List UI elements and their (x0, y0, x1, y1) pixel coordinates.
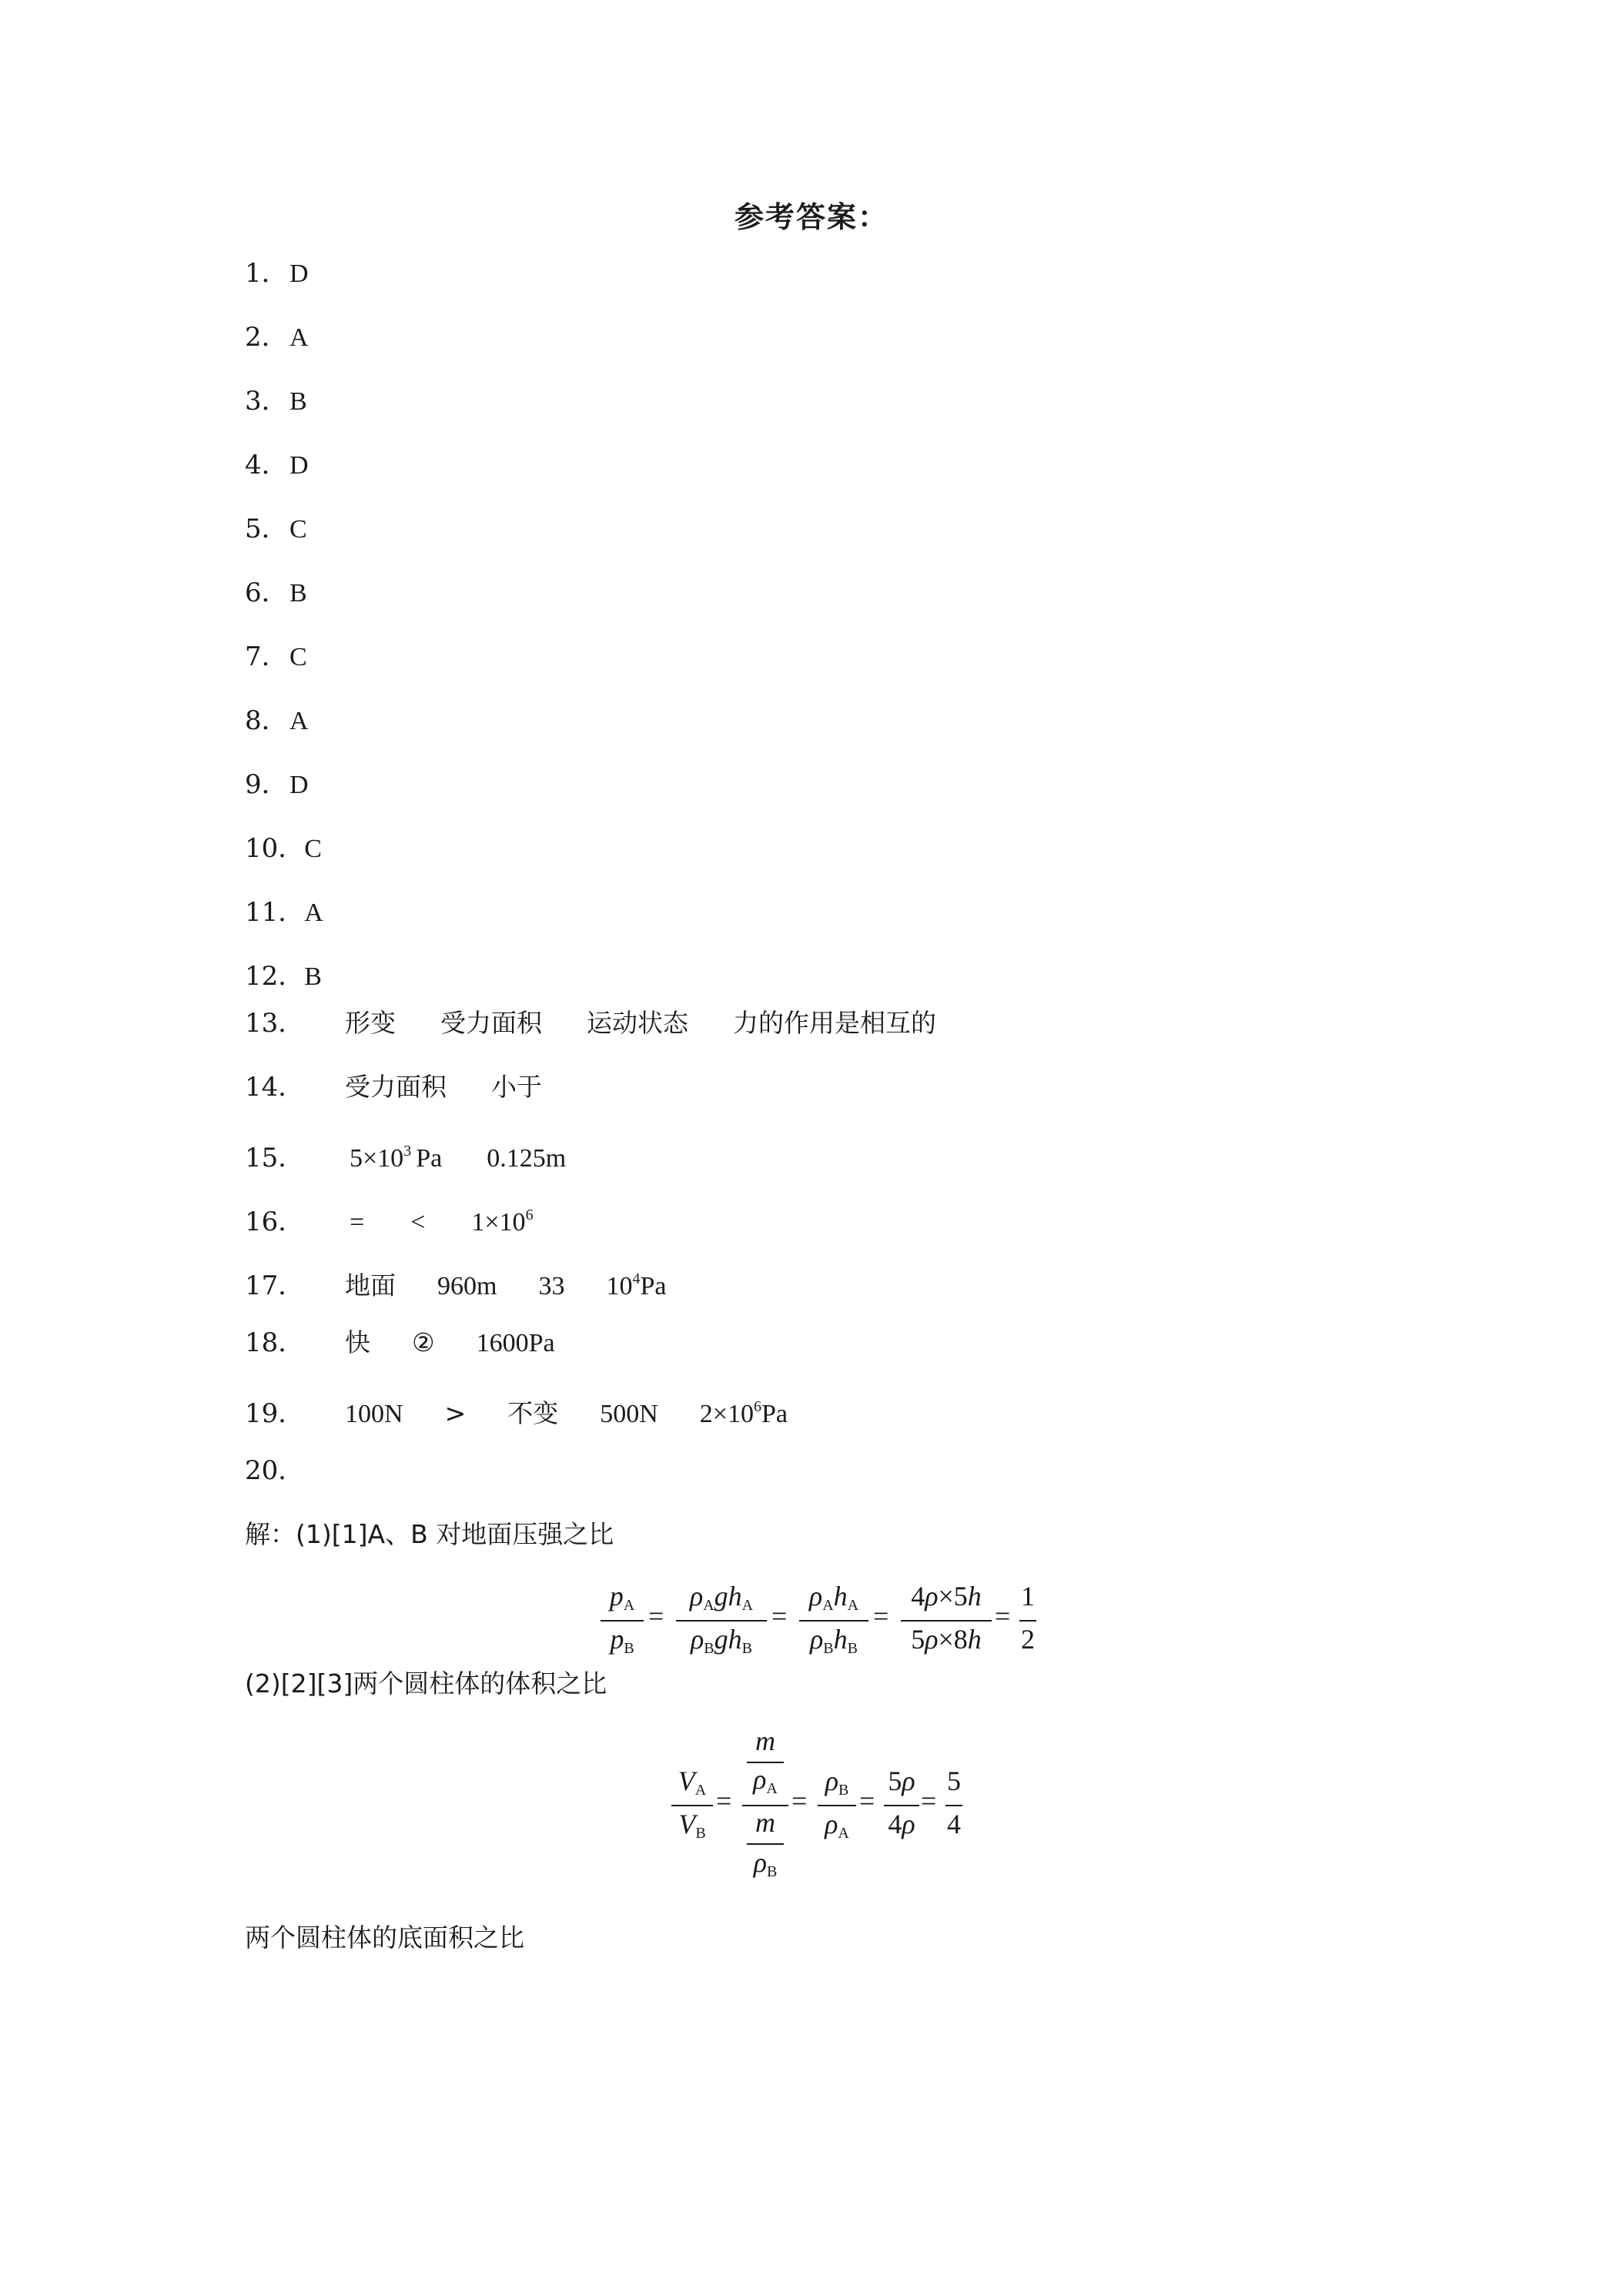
answer-row (245, 510, 307, 549)
answer-choice: D (289, 451, 309, 480)
formula-pressure-ratio: $p_A$ $p_B$ = $\rho_Agh_A$ $\rho_Bgh_B$ = $\rho_Ah_A$ $\rho_Bh_B$ = 4ρ×5h 5ρ×8h = 1 2 (601, 1578, 1032, 1663)
question-number: 19． (245, 1398, 305, 1429)
answer-item: ② (412, 1327, 435, 1357)
answer-20 (245, 1451, 345, 1490)
answer-choice: B (289, 579, 307, 607)
answer-18 (245, 1324, 555, 1363)
answer-item: 地面 (345, 1270, 396, 1300)
answer-item: 960m (437, 1272, 497, 1300)
numerator: 5 (947, 1766, 961, 1796)
answer-item: = (350, 1208, 365, 1237)
question-number: 2． (245, 322, 288, 353)
fraction-result (1019, 1578, 1036, 1663)
answer-item: 受力面积 (345, 1072, 447, 1102)
question-number: 13． (245, 1008, 305, 1039)
answer-choice: C (304, 835, 322, 863)
question-number: 18． (245, 1327, 305, 1358)
answer-item: 5×10 (350, 1144, 404, 1173)
answer-row (245, 574, 307, 613)
question-number: 6． (245, 577, 288, 608)
solution-line-2: (2)[2][3]两个圆柱体的体积之比 (245, 1668, 607, 1699)
answer-item: 10 (606, 1272, 633, 1300)
answer-row (245, 893, 323, 932)
answer-item: 不变 (507, 1398, 559, 1428)
answer-item: 快 (345, 1327, 370, 1357)
question-number: 12． (245, 961, 305, 992)
unit: Pa (416, 1144, 443, 1173)
fraction: $p_A$ $p_B$ (601, 1578, 644, 1663)
unit: Pa (640, 1272, 667, 1300)
answer-choice: C (289, 515, 307, 544)
answer-item: 1600Pa (476, 1329, 555, 1357)
formula-volume-ratio: $V_A$ $V_B$ = m $\rho_A$ m $\rho_B$ = $\rho_B$ $\rho_A$ = 5ρ 4ρ = 5 4 (671, 1725, 949, 1886)
answer-row (245, 382, 307, 421)
numerator: 1 (1021, 1581, 1035, 1612)
answer-row (245, 829, 322, 869)
answer-item: 2×10 (699, 1400, 754, 1428)
answer-item: 500N (600, 1400, 658, 1428)
exponent: 6 (753, 1398, 761, 1415)
answer-item: 力的作用是相互的 (733, 1008, 936, 1038)
fraction-result (945, 1763, 962, 1848)
answer-choice: A (289, 707, 309, 735)
page-title: 参考答案： (734, 200, 888, 234)
answer-13 (245, 1004, 936, 1043)
unit: Pa (761, 1400, 788, 1428)
question-number: 3． (245, 386, 288, 417)
question-number: 20． (245, 1455, 305, 1486)
answer-item: 100N (345, 1400, 403, 1428)
answer-15 (245, 1132, 566, 1178)
answer-row (245, 957, 322, 996)
question-number: 10． (245, 833, 305, 864)
question-number: 1． (245, 258, 288, 289)
exponent: 3 (403, 1143, 412, 1160)
fraction: $\rho_B$ $\rho_A$ (818, 1763, 856, 1848)
fraction: 4ρ×5h 5ρ×8h (901, 1578, 992, 1663)
question-number: 5． (245, 514, 288, 544)
fraction: $\rho_Agh_A$ $\rho_Bgh_B$ (676, 1578, 767, 1663)
question-number: 7． (245, 641, 288, 672)
exponent: 4 (632, 1270, 641, 1287)
question-number: 17． (245, 1270, 305, 1301)
question-number: 9． (245, 769, 288, 800)
answer-item: 受力面积 (440, 1008, 542, 1038)
answer-choice: B (289, 387, 307, 416)
solution-line-3: 两个圆柱体的底面积之比 (245, 1923, 524, 1953)
answer-row (245, 446, 309, 485)
answer-choice: A (289, 323, 309, 352)
answer-item: 0.125m (487, 1144, 567, 1173)
question-number: 4． (245, 450, 288, 480)
answer-item: 运动状态 (587, 1008, 688, 1038)
answer-16 (245, 1196, 534, 1242)
answer-19 (245, 1387, 788, 1434)
complex-fraction: m $\rho_A$ m $\rho_B$ (742, 1725, 788, 1886)
exponent: 6 (525, 1207, 534, 1223)
answer-choice: A (304, 899, 323, 927)
denominator: 4 (947, 1809, 961, 1839)
answer-choice: C (289, 643, 307, 671)
question-number: 8． (245, 705, 288, 736)
solution-line-1: 解：(1)[1]A、B 对地面压强之比 (245, 1519, 614, 1549)
fraction: $\rho_Ah_A$ $\rho_Bh_B$ (799, 1578, 868, 1663)
question-number: 14． (245, 1072, 305, 1103)
fraction: 5ρ 4ρ (884, 1763, 919, 1848)
answer-row (245, 638, 307, 677)
answer-row (245, 701, 309, 741)
answer-item: > (444, 1398, 467, 1428)
answer-item: 33 (538, 1272, 565, 1300)
answer-choice: B (304, 962, 322, 991)
answer-row (245, 765, 309, 805)
answer-item: 小于 (491, 1072, 542, 1102)
question-number: 11． (245, 897, 305, 928)
answer-row (245, 318, 309, 357)
question-number: 16． (245, 1207, 305, 1237)
answer-14 (245, 1068, 542, 1106)
answer-choice: D (289, 771, 309, 799)
answer-choice: D (289, 259, 309, 288)
answer-item: 形变 (345, 1008, 396, 1038)
answer-item: 1×10 (471, 1208, 526, 1237)
answer-row (245, 254, 309, 293)
answer-item: < (410, 1208, 426, 1237)
fraction: $V_A$ $V_B$ (671, 1763, 713, 1848)
denominator: 2 (1021, 1624, 1035, 1655)
answer-17 (245, 1260, 666, 1306)
question-number: 15． (245, 1143, 305, 1173)
